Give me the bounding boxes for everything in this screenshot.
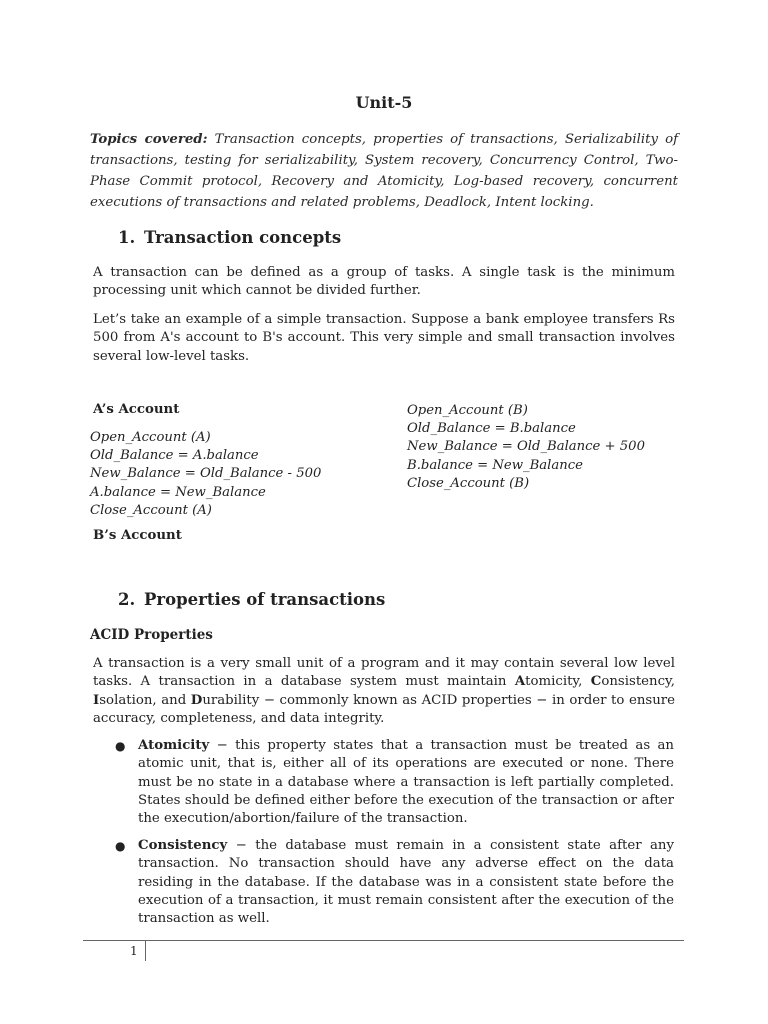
- topics-text: Transaction concepts, properties of transactions, Serializability of transactions, testing for serializability, System recovery, Concurrency Control, Two- Phase Commit protocol, Recovery and Atomicity, Log-based recovery, concurrent executions of transactions and related problems, Deadlock, Intent locking.: [90, 132, 678, 210]
- bullet-description: − this property states that a transaction must be treated as an atomic unit, that is, either all of its operations are executed or none. There must be no state in a database where a transaction is left partially completed. States should be defined either before the execution of the transaction or after the execution/abortion/failure of the transaction.: [138, 738, 674, 827]
- a-account-label: A’s Account: [93, 402, 180, 417]
- acid-intro-paragraph: [93, 655, 675, 728]
- section-2-heading: [118, 590, 385, 609]
- section-1-heading: [118, 228, 341, 247]
- bullet-consistency: [138, 837, 674, 928]
- section-1-title: Transaction concepts: [144, 228, 342, 247]
- a-account-code: [90, 429, 321, 520]
- bullet-atomicity: [138, 737, 674, 828]
- a-code-line: New_Balance = Old_Balance - 500: [90, 466, 322, 482]
- section-2-title: Properties of transactions: [144, 590, 386, 609]
- footer-rule: [83, 940, 684, 941]
- intro-text: A transaction is a very small unit of a program and it may contain several low level tasks. A transaction in a database system must maintain: [93, 656, 675, 690]
- intro-text: solation, and: [99, 692, 191, 708]
- topics-label: Topics covered:: [90, 132, 208, 147]
- section-1-paragraph-1: A transaction can be defined as a group of tasks. A single task is the minimum processing unit which cannot be divided further.: [93, 265, 675, 299]
- intro-bold-i: I: [93, 692, 100, 708]
- intro-bold-c: C: [590, 674, 602, 690]
- section-2-number: 2.: [118, 590, 136, 609]
- b-code-line: Open_Account (B): [407, 403, 528, 418]
- a-code-line: A.balance = New_Balance: [90, 484, 266, 500]
- a-code-line: Close_Account (A): [90, 502, 212, 518]
- acid-subheading: ACID Properties: [90, 627, 213, 643]
- topics-covered: [90, 129, 678, 213]
- footer-divider: [145, 940, 146, 961]
- b-account-label: B’s Account: [93, 528, 182, 543]
- bullet-description: − the database must remain in a consistent state after any transaction. No transaction should have any adverse effect on the data residing in the database. If the database was in a consistent state before the execution of a transaction, it must remain consistent after the execution of the transaction as well.: [138, 838, 674, 927]
- b-code-line: New_Balance = Old_Balance + 500: [407, 439, 645, 455]
- section-1-paragraph-2: Let’s take an example of a simple transaction. Suppose a bank employee transfers Rs 500 from A's account to B's account. This very simple and small transaction involves several low-level tasks.: [93, 312, 675, 364]
- bullet-term: Consistency: [138, 838, 228, 853]
- intro-text: onsistency,: [601, 674, 676, 690]
- bullet-icon: ●: [115, 839, 126, 853]
- b-code-line: B.balance = New_Balance: [407, 457, 583, 473]
- page-number: 1: [130, 944, 138, 958]
- page-title: Unit-5: [355, 93, 413, 112]
- a-code-line: Open_Account (A): [90, 430, 211, 445]
- b-code-line: Old_Balance = B.balance: [407, 421, 576, 437]
- intro-bold-d: D: [190, 692, 203, 708]
- intro-bold-a: A: [514, 674, 526, 690]
- bullet-term: Atomicity: [138, 738, 210, 753]
- a-code-line: Old_Balance = A.balance: [90, 448, 259, 464]
- intro-text: urability − commonly known as ACID properties − in order to ensure accuracy, completeness, and data integrity.: [93, 692, 676, 726]
- section-1-number: 1.: [118, 228, 136, 247]
- b-code-line: Close_Account (B): [407, 475, 530, 491]
- b-account-code: [407, 402, 645, 493]
- intro-text: tomicity,: [525, 674, 591, 690]
- bullet-icon: ●: [115, 739, 126, 753]
